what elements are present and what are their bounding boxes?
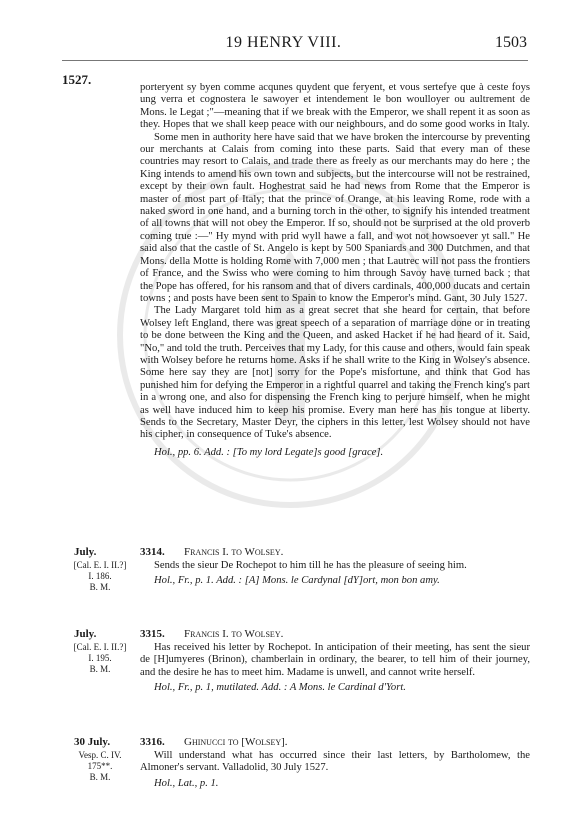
holograph-note: Hol., pp. 6. Add. : [To my lord Legate]s good [grace]. — [154, 446, 384, 458]
reference-line: I. 195. — [88, 653, 112, 663]
entry-date: July. — [74, 546, 97, 558]
margin-year: 1527. — [62, 72, 92, 87]
entry-date: 30 July. — [74, 736, 111, 748]
entry-number: 3316. — [140, 736, 165, 748]
entry-reference — [64, 750, 136, 783]
page-number: 1503 — [495, 34, 527, 51]
entry-date: July. — [74, 628, 97, 640]
entry-summary: Sends the sieur De Rochepot to him till he has the pleasure of seeing him. — [154, 560, 467, 571]
reference-line: 175**. — [87, 761, 113, 771]
entry-summary: Has received his letter by Rochepot. In anticipation of their meeting, has sent the sieur de [H]umyeres (Brinon), chamberlain in ordinary, the bearer, to tell him of their journey, and the desire he has to meet him. Madame is unwell, and cannot write herself. — [140, 642, 530, 678]
entry-summary: Will understand what has occurred since their last letters, by Bartholomew, the Almoner's servant. Valladolid, 30 July 1527. — [140, 750, 530, 774]
paragraph-1: porteryent sy byen comme acqunes quydent que feryent, et vous sertefye que à ceste foys ung verra et cognostera le sawoyer et intendement le bon woulloyer ou aultrement de Mons. le Legat ;"—meaning that if we break with the Emperor, we shall repent it as soon as they. Hopes that we shall keep peace with our neighbours, and do some good works in Italy. — [140, 82, 530, 131]
reference-line: [Cal. E. I. II.?] — [73, 560, 127, 570]
entry-number: 3315. — [140, 628, 165, 640]
paragraph-3: The Lady Margaret told him as a great secret that she heard for certain, that before Wolsey left England, there was great speech of a separation of marriage done or in treating to be done between the King and the Queen, and asked Hacket if he had heard of it. Said, "No," and told the truth. Perceives that my Lady, for this cause and others, would fain speak with Wolsey before he returns home. Asks if he shall write to the King in Wolsey's absence. Some here say they are [not] sorry for the Pope's misfortune, and think that God has punished him for defying the Emperor in a rightful quarrel and taking the French king's part in a wrong one, and also for dispensing the French king to perjure himself, when he might as well have induced him to keep his promise. Every man here has his tongue at liberty. Sends to the Secretary, Master Deyr, the ciphers in this letter, lest Wolsey should not have his cipher, in consequence of Tuke's absence. — [140, 305, 530, 441]
running-title: 19 HENRY VIII. — [225, 34, 342, 51]
entry-title: Ghinucci to [Wolsey]. — [184, 736, 288, 748]
running-header — [0, 34, 567, 56]
reference-line: B. M. — [89, 772, 111, 782]
entry-title: Francis I. to Wolsey. — [184, 546, 284, 558]
entry-title: Francis I. to Wolsey. — [184, 628, 284, 640]
reference-line: [Cal. E. I. II.?] — [73, 642, 127, 652]
entry-reference — [64, 642, 136, 675]
reference-line: I. 186. — [88, 571, 112, 581]
entry-reference — [64, 560, 136, 593]
entry-text — [140, 642, 530, 695]
main-text — [140, 82, 530, 459]
entry-meta: Hol., Fr., p. 1, mutilated. Add. : A Mons. le Cardinal d'Yort. — [154, 682, 406, 694]
reference-line: B. M. — [89, 664, 111, 674]
reference-line: B. M. — [89, 582, 111, 592]
entry-text — [140, 750, 530, 790]
reference-line: Vesp. C. IV. — [78, 750, 122, 760]
header-rule — [62, 60, 528, 61]
entry-meta: Hol., Fr., p. 1. Add. : [A] Mons. le Cardynal [dY]ort, mon bon amy. — [154, 575, 440, 587]
entry-text — [140, 560, 530, 588]
entry-number: 3314. — [140, 546, 165, 558]
paragraph-2: Some men in authority here have said that we have broken the intercourse by preventing our merchants at Calais from coming into these parts. Said that every man of these countries may resort to Calais, and trade there as freely as our merchants may do here ; the King intends to amend his own town and subjects, but the intercourse will not be restrained, except by their own fault. Hoghestrat said he had news from Rome that the Emperor is master of most part of Italy; that the prince of Orange, at his leaving Rome, rode with a naked sword in one hand, and a burning torch in the other, to signify his intended treatment of all towns that will not obey the Emperor. If so, should not be surprised at the old proverb coming true :—" Hy mynd with prid wyll hawe a fall, and wot not howsoever yt sall." He said also that the castle of St. Angelo is kept by 500 Spaniards and 300 Dutchmen, and that Mons. della Motte is holding Rome with 7,000 men ; that Lautrec will not pass the frontiers of France, and the Swiss who were coming to him through Savoy have turned back ; that the Pope has offered, for his ransom and that of divers cardinals, 400,000 ducats and certain towns ; and posts have been sent to Spain to know the Emperor's mind. Gant, 30 July 1527. — [140, 131, 530, 304]
entry-meta: Hol., Lat., p. 1. — [154, 777, 219, 789]
